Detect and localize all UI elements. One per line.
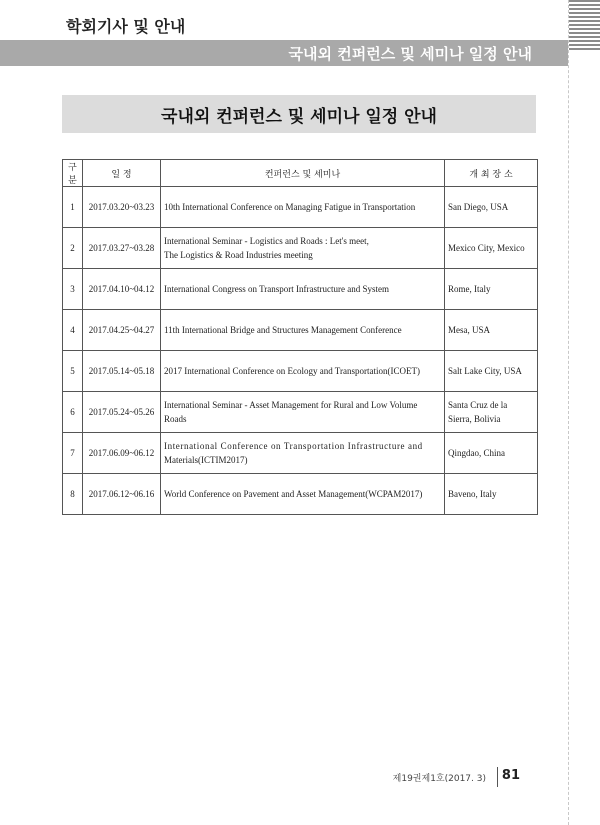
row-number: 4: [63, 310, 83, 351]
venue-name: Baveno, Italy: [448, 489, 497, 499]
conference-name: 2017 International Conference on Ecology and Transportation(ICOET): [164, 366, 420, 376]
venue-name: Mexico City, Mexico: [448, 243, 525, 253]
conference-name: 11th International Bridge and Structures Management Conference: [164, 325, 402, 335]
page-header: [0, 0, 568, 40]
table-row: [63, 351, 538, 392]
row-conference: [161, 433, 445, 474]
page-number: 81: [501, 768, 520, 783]
venue-name-line2: Sierra, Bolivia: [448, 414, 501, 424]
conference-name: International Seminar - Asset Management for Rural and Low Volume: [164, 400, 418, 410]
table-row: [63, 310, 538, 351]
conference-name: International Congress on Transport Infrastructure and System: [164, 284, 389, 294]
column-header-venue: 개 최 장 소: [445, 160, 538, 187]
row-date: 2017.04.10~04.12: [83, 269, 161, 310]
row-date: 2017.05.14~05.18: [83, 351, 161, 392]
conference-name: World Conference on Pavement and Asset Management(WCPAM2017): [164, 489, 423, 499]
header-band: [0, 40, 568, 66]
row-date: 2017.04.25~04.27: [83, 310, 161, 351]
stripe-decoration: [569, 0, 600, 50]
table-row: [63, 474, 538, 515]
conference-table: [62, 159, 538, 515]
table-header-row: [63, 160, 538, 187]
header-band-title: 국내외 컨퍼런스 및 세미나 일정 안내: [288, 45, 532, 63]
table-row: [63, 269, 538, 310]
row-venue: [445, 228, 538, 269]
venue-name: San Diego, USA: [448, 202, 509, 212]
row-number: 6: [63, 392, 83, 433]
column-header-conference: 컨퍼런스 및 세미나: [161, 160, 445, 187]
row-number: 3: [63, 269, 83, 310]
venue-name: Salt Lake City, USA: [448, 366, 522, 376]
venue-name: Santa Cruz de la: [448, 400, 508, 410]
row-conference: [161, 269, 445, 310]
table-row: [63, 187, 538, 228]
table-row: [63, 433, 538, 474]
table-row: [63, 228, 538, 269]
footer-divider: [497, 767, 498, 787]
page-footer: [0, 766, 568, 786]
row-conference: [161, 187, 445, 228]
conference-name: International Conference on Transportation Infrastructure and: [164, 441, 423, 451]
title-box: [62, 95, 536, 133]
row-venue: [445, 433, 538, 474]
row-date: 2017.05.24~05.26: [83, 392, 161, 433]
table-row: [63, 392, 538, 433]
column-header-no: 구분: [63, 160, 83, 187]
row-venue: [445, 187, 538, 228]
row-date: 2017.03.27~03.28: [83, 228, 161, 269]
page-title: 국내외 컨퍼런스 및 세미나 일정 안내: [161, 106, 437, 127]
row-conference: [161, 474, 445, 515]
row-date: 2017.03.20~03.23: [83, 187, 161, 228]
conference-name-line2: Materials(ICTIM2017): [164, 455, 248, 465]
conference-name: 10th International Conference on Managing Fatigue in Transportation: [164, 202, 416, 212]
issue-info: 제19권제1호(2017. 3): [392, 774, 486, 784]
row-venue: [445, 310, 538, 351]
row-venue: [445, 474, 538, 515]
row-venue: [445, 392, 538, 433]
row-conference: [161, 351, 445, 392]
conference-name: International Seminar - Logistics and Roads : Let's meet,: [164, 236, 369, 246]
row-number: 5: [63, 351, 83, 392]
row-number: 8: [63, 474, 83, 515]
row-number: 7: [63, 433, 83, 474]
venue-name: Rome, Italy: [448, 284, 491, 294]
row-conference: [161, 392, 445, 433]
row-date: 2017.06.12~06.16: [83, 474, 161, 515]
row-date: 2017.06.09~06.12: [83, 433, 161, 474]
venue-name: Mesa, USA: [448, 325, 490, 335]
conference-name-line2: The Logistics & Road Industries meeting: [164, 250, 313, 260]
row-venue: [445, 351, 538, 392]
column-header-date: 일 정: [83, 160, 161, 187]
venue-name: Qingdao, China: [448, 448, 505, 458]
section-label: 학회기사 및 안내: [66, 17, 186, 36]
row-conference: [161, 228, 445, 269]
row-number: 2: [63, 228, 83, 269]
conference-name-line2: Roads: [164, 414, 187, 424]
side-margin-strip: [568, 0, 600, 825]
row-venue: [445, 269, 538, 310]
row-number: 1: [63, 187, 83, 228]
row-conference: [161, 310, 445, 351]
